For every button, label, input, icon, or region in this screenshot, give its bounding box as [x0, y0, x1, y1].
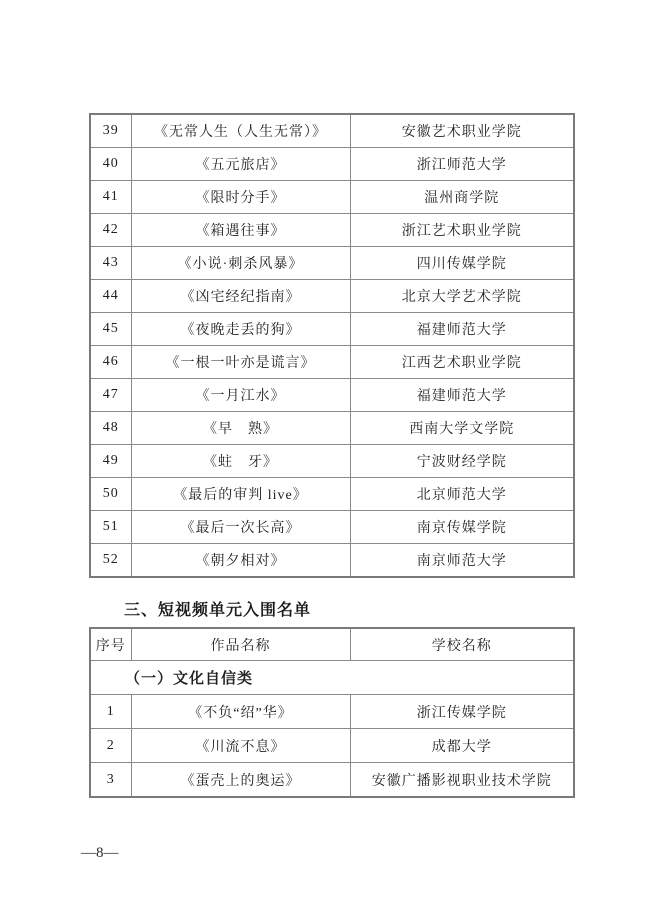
cell-work-title: 《夜晚走丢的狗》: [131, 313, 350, 346]
section-heading: 三、短视频单元入围名单: [124, 602, 312, 619]
cell-school-name: 成都大学: [350, 729, 574, 763]
table-row: [90, 280, 574, 313]
cell-work-title: 《最后一次长高》: [131, 511, 350, 544]
cell-work-title: 《凶宅经纪指南》: [131, 280, 350, 313]
cell-school-name: 江西艺术职业学院: [350, 346, 574, 379]
table-row: [90, 511, 574, 544]
short-video-shortlist-rows: [90, 661, 574, 798]
page-number: —8—: [81, 845, 119, 861]
cell-serial-number: 46: [90, 346, 131, 379]
cell-work-title: 《无常人生（人生无常）》: [131, 114, 350, 148]
category-label: （一）文化自信类: [90, 661, 574, 695]
cell-serial-number: 47: [90, 379, 131, 412]
cell-serial-number: 3: [90, 763, 131, 798]
column-header-school: 学校名称: [350, 628, 574, 661]
cell-work-title: 《限时分手》: [131, 181, 350, 214]
table-row: [90, 544, 574, 578]
cell-work-title: 《朝夕相对》: [131, 544, 350, 578]
cell-serial-number: 48: [90, 412, 131, 445]
table-row: [90, 729, 574, 763]
cell-school-name: 宁波财经学院: [350, 445, 574, 478]
cell-serial-number: 50: [90, 478, 131, 511]
column-header-title: 作品名称: [131, 628, 350, 661]
cell-serial-number: 1: [90, 695, 131, 729]
cell-school-name: 温州商学院: [350, 181, 574, 214]
cell-serial-number: 41: [90, 181, 131, 214]
category-row: [90, 661, 574, 695]
table-row: [90, 148, 574, 181]
cell-work-title: 《一月江水》: [131, 379, 350, 412]
cell-school-name: 福建师范大学: [350, 313, 574, 346]
table-row: [90, 313, 574, 346]
cell-serial-number: 39: [90, 114, 131, 148]
cell-school-name: 浙江传媒学院: [350, 695, 574, 729]
cell-school-name: 北京大学艺术学院: [350, 280, 574, 313]
cell-school-name: 北京师范大学: [350, 478, 574, 511]
table-row: [90, 214, 574, 247]
cell-school-name: 西南大学文学院: [350, 412, 574, 445]
cell-school-name: 浙江师范大学: [350, 148, 574, 181]
cell-work-title: 《蛀 牙》: [131, 445, 350, 478]
cell-serial-number: 51: [90, 511, 131, 544]
cell-work-title: 《最后的审判 live》: [131, 478, 350, 511]
cell-school-name: 南京传媒学院: [350, 511, 574, 544]
cell-school-name: 安徽艺术职业学院: [350, 114, 574, 148]
drama-shortlist-table-continued: [89, 113, 575, 578]
cell-work-title: 《不负“绍”华》: [131, 695, 350, 729]
table-row: [90, 379, 574, 412]
cell-school-name: 安徽广播影视职业技术学院: [350, 763, 574, 798]
cell-serial-number: 42: [90, 214, 131, 247]
table-row: [90, 247, 574, 280]
table-row: [90, 412, 574, 445]
cell-serial-number: 49: [90, 445, 131, 478]
table-row: [90, 346, 574, 379]
cell-school-name: 浙江艺术职业学院: [350, 214, 574, 247]
table-row: [90, 763, 574, 798]
cell-serial-number: 43: [90, 247, 131, 280]
short-video-shortlist-table: [89, 627, 575, 798]
cell-work-title: 《五元旅店》: [131, 148, 350, 181]
table-row: [90, 114, 574, 148]
table-row: [90, 181, 574, 214]
table-row: [90, 478, 574, 511]
drama-shortlist-rows: [90, 114, 574, 577]
cell-serial-number: 40: [90, 148, 131, 181]
cell-work-title: 《早 熟》: [131, 412, 350, 445]
table-row: [90, 445, 574, 478]
table-header-row: [90, 628, 574, 661]
cell-serial-number: 2: [90, 729, 131, 763]
cell-work-title: 《蛋壳上的奥运》: [131, 763, 350, 798]
cell-serial-number: 45: [90, 313, 131, 346]
cell-work-title: 《川流不息》: [131, 729, 350, 763]
column-header-no: 序号: [90, 628, 131, 661]
cell-work-title: 《一根一叶亦是谎言》: [131, 346, 350, 379]
cell-work-title: 《箱遇往事》: [131, 214, 350, 247]
cell-serial-number: 44: [90, 280, 131, 313]
table-row: [90, 695, 574, 729]
cell-school-name: 福建师范大学: [350, 379, 574, 412]
cell-work-title: 《小说·刺杀风暴》: [131, 247, 350, 280]
cell-serial-number: 52: [90, 544, 131, 578]
cell-school-name: 四川传媒学院: [350, 247, 574, 280]
cell-school-name: 南京师范大学: [350, 544, 574, 578]
